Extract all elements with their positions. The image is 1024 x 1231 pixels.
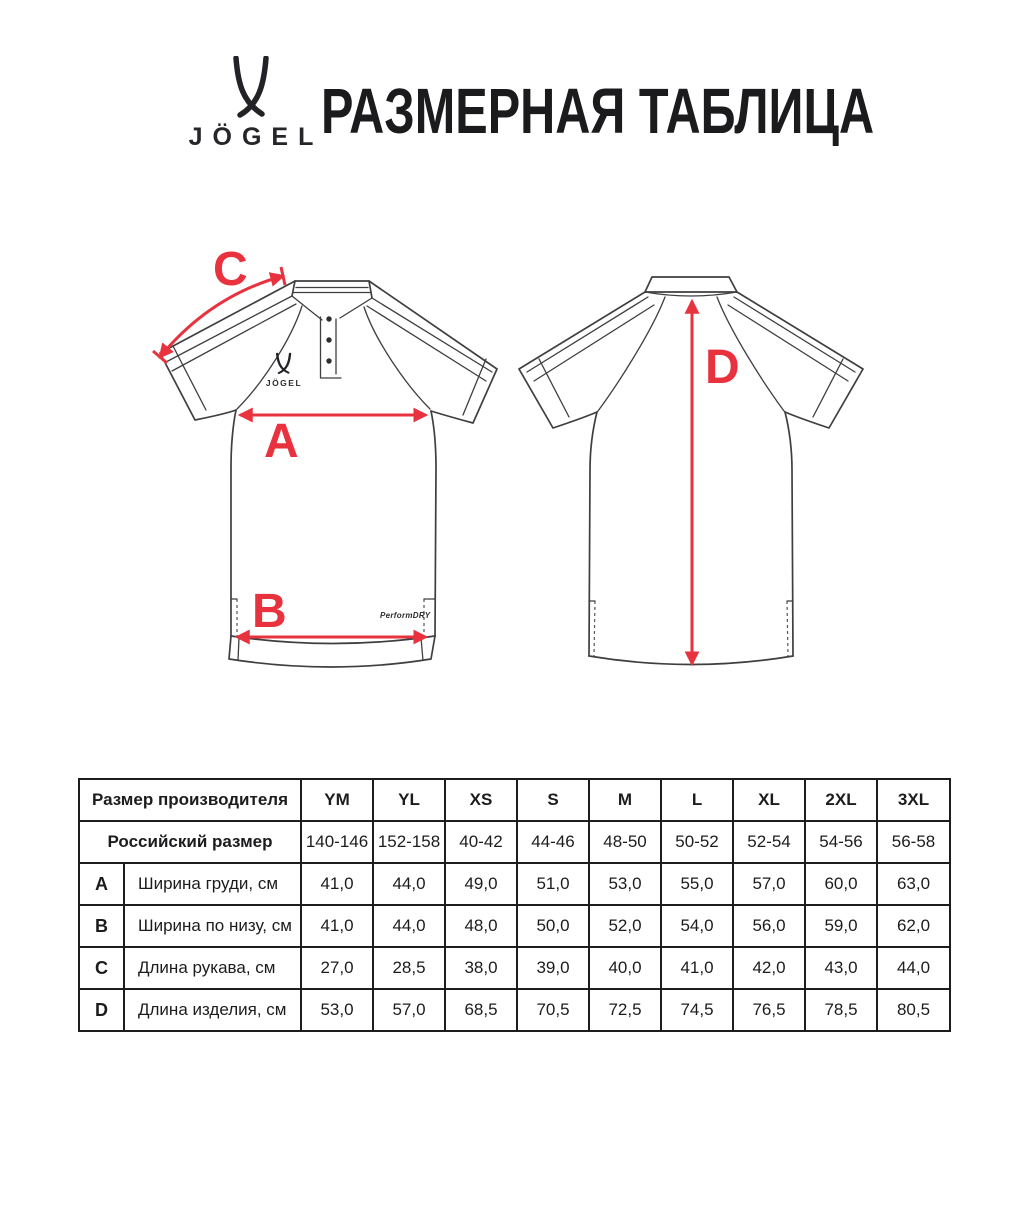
measurement-value: 42,0	[733, 947, 805, 989]
measurement-row-a	[79, 863, 950, 905]
measurement-row-b	[79, 905, 950, 947]
size-col-header: YL	[373, 779, 445, 821]
front-shirt-outline	[160, 281, 497, 667]
russian-size-cell: 40-42	[445, 821, 517, 863]
measurement-value: 50,0	[517, 905, 589, 947]
measurement-value: 52,0	[589, 905, 661, 947]
manufacturer-size-row	[79, 779, 950, 821]
measurement-value: 74,5	[661, 989, 733, 1031]
measurement-value: 53,0	[589, 863, 661, 905]
measurement-value: 48,0	[445, 905, 517, 947]
fabric-technology-label: PerformDRY	[380, 611, 431, 620]
measurement-value: 41,0	[661, 947, 733, 989]
label-c: C	[213, 243, 248, 296]
measurement-value: 70,5	[517, 989, 589, 1031]
measurement-value: 49,0	[445, 863, 517, 905]
measurement-value: 43,0	[805, 947, 877, 989]
measurement-row-d	[79, 989, 950, 1031]
size-col-header: 3XL	[877, 779, 950, 821]
measurement-row-c	[79, 947, 950, 989]
param-letter: A	[79, 863, 124, 905]
size-col-header: YM	[301, 779, 373, 821]
measurement-value: 63,0	[877, 863, 950, 905]
size-table	[78, 778, 951, 1032]
page-title: РАЗМЕРНАЯ ТАБЛИЦА	[321, 75, 875, 147]
measurement-value: 80,5	[877, 989, 950, 1031]
measurement-value: 59,0	[805, 905, 877, 947]
size-col-header: XL	[733, 779, 805, 821]
param-name: Длина рукава, см	[124, 947, 301, 989]
chest-logo-wordmark: JÖGEL	[265, 378, 303, 388]
russian-size-row	[79, 821, 950, 863]
size-col-header: M	[589, 779, 661, 821]
chest-logo	[266, 354, 302, 388]
measurement-value: 78,5	[805, 989, 877, 1031]
measurement-value: 41,0	[301, 863, 373, 905]
russian-size-cell: 54-56	[805, 821, 877, 863]
measurement-value: 56,0	[733, 905, 805, 947]
measurement-value: 44,0	[373, 863, 445, 905]
measurement-value: 68,5	[445, 989, 517, 1031]
measurement-value: 39,0	[517, 947, 589, 989]
param-letter: B	[79, 905, 124, 947]
param-name: Ширина по низу, см	[124, 905, 301, 947]
label-a: A	[264, 415, 299, 468]
measurement-value: 41,0	[301, 905, 373, 947]
russian-size-cell: 44-46	[517, 821, 589, 863]
russian-size-cell: 152-158	[373, 821, 445, 863]
measurement-value: 76,5	[733, 989, 805, 1031]
measurement-value: 60,0	[805, 863, 877, 905]
measurement-value: 51,0	[517, 863, 589, 905]
russian-size-cell: 140-146	[301, 821, 373, 863]
size-col-header: S	[517, 779, 589, 821]
measurement-value: 40,0	[589, 947, 661, 989]
manufacturer-size-label: Размер производителя	[79, 779, 301, 821]
measurement-value: 57,0	[733, 863, 805, 905]
brand-wordmark: JÖGEL	[188, 123, 324, 151]
size-col-header: XS	[445, 779, 517, 821]
measurement-value: 53,0	[301, 989, 373, 1031]
label-d: D	[705, 341, 740, 394]
russian-size-label: Российский размер	[79, 821, 301, 863]
measurement-value: 57,0	[373, 989, 445, 1031]
measurement-value: 55,0	[661, 863, 733, 905]
param-name: Длина изделия, см	[124, 989, 301, 1031]
param-letter: D	[79, 989, 124, 1031]
measurement-value: 28,5	[373, 947, 445, 989]
param-name: Ширина груди, см	[124, 863, 301, 905]
measurement-value: 44,0	[373, 905, 445, 947]
size-col-header: L	[661, 779, 733, 821]
measurement-value: 62,0	[877, 905, 950, 947]
measurement-value: 44,0	[877, 947, 950, 989]
russian-size-cell: 48-50	[589, 821, 661, 863]
russian-size-cell: 52-54	[733, 821, 805, 863]
param-letter: C	[79, 947, 124, 989]
russian-size-cell: 50-52	[661, 821, 733, 863]
measurement-value: 38,0	[445, 947, 517, 989]
russian-size-cell: 56-58	[877, 821, 950, 863]
measurement-value: 54,0	[661, 905, 733, 947]
measurement-value: 27,0	[301, 947, 373, 989]
label-b: B	[252, 585, 287, 638]
size-col-header: 2XL	[805, 779, 877, 821]
measurement-value: 72,5	[589, 989, 661, 1031]
